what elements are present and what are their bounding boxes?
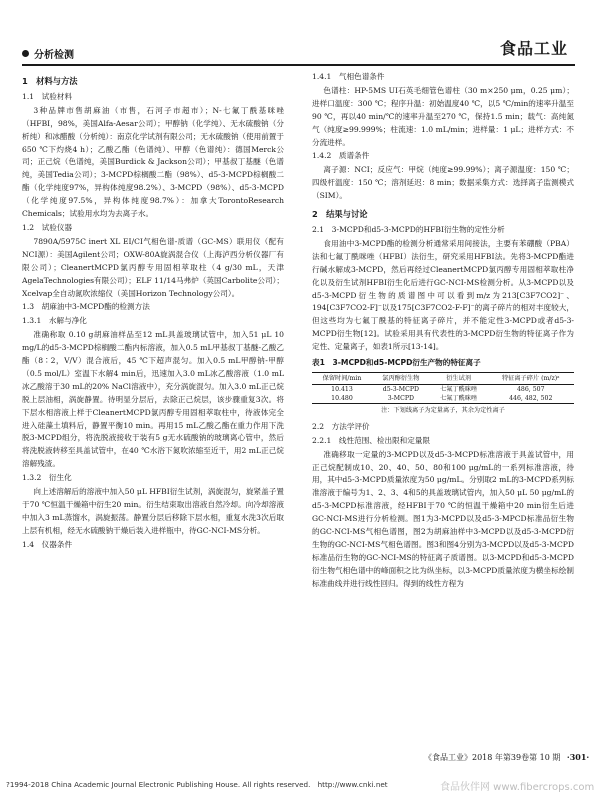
page-header [0, 0, 595, 76]
table-cell: 3-MCPD [372, 394, 430, 404]
table-title: 表1 3-MCPD和d5-MCPD衍生产物的特征离子 [312, 358, 481, 368]
subsection-heading: 2.1 3-MCPD和d5-3-MCPD的HFBI衍生物的定性分析 [312, 224, 505, 234]
table-note: 注：下划线离子为定量离子，其余为定性离子 [381, 406, 505, 414]
body-paragraph: 7890A/5975C inert XL EI/CI气相色谱-质谱（GC-MS）联用仪（配有NCI源）：美国Agilent公司；OXW-80A旋涡混合仪（上海泸西分析仪器厂有限公司）；CleanertMCPD氯丙醇专用固相萃取柱（4 g/30 mL，天津AgelaTechnologies有限公司）；ELF 11/14马弗炉（英国Carbolite公司）；Xcelvap全自动氮吹浓缩仪（美国Horizon Technology公司）。 [22, 236, 284, 298]
body-paragraph: 准确称取 0.10 g胡麻油样品至12 mL具盖玻璃试管中，加入51 μL 10 mg/L的d5-3-MCPD棕榈酸二酯内标溶液，加入0.5 mL甲基叔丁基醚-乙酸乙酯（8∶2，V/V）混合液后，45 ℃下超声混匀。加入0.5 mL甲醇钠-甲醇（0.5 mol/L）室温下水解4 min后，迅速加入3.0 mL冰乙酸溶液（1.0 mL冰乙酸溶于30 mL的20% NaCl溶液中），充分涡旋混匀。加入3.0 mL正己烷脱上层油相，涡旋静置。待明显分层后，去除正己烷层，该步骤重复3次。将下层水相溶液上样于CleanertMCPD氯丙醇专用固相萃取柱中，待液体完全进入硅藻土填料后，静置平衡10 min。再用15 mL乙酸乙酯在重力作用下洗脱3-MCPD组分，将洗脱液接收于装有5 g无水硫酸钠的玻璃离心管中，然后将洗脱液转移至具盖试管中，在40 ℃水浴下氮吹浓缩至近干，用2 mL正己烷溶解残渣。 [22, 330, 284, 469]
subsubsection-heading: 1.4 仪器条件 [22, 539, 73, 549]
right-column-bottom [312, 421, 574, 591]
ion-table [312, 372, 574, 404]
subsection-heading: 2.2 方法学评价 [312, 421, 370, 431]
table-cell: 七氟丁酰咪唑 [440, 385, 478, 393]
page-footer [424, 752, 589, 763]
subsection-heading: 1.2 试验仪器 [22, 222, 73, 232]
body-paragraph: 向上述溶解后的溶液中加入50 μL HFBI衍生试剂，涡旋混匀，旋紧盖子置于70 ℃恒温干燥箱中衍生20 min。衍生结束取出溶液自然冷却。向冷却溶液中加入3 mL蒸馏水，涡旋振荡。静置分层后移除下层水相，重复水洗3次后取上层有机相，经无水硫酸钠干燥后装入进样瓶中，待GC-NCI-MS分析。 [22, 487, 284, 535]
table-header-cell: 保留时间/min [312, 372, 372, 384]
table-header-cell: 特征离子碎片 (m/z)ᵃ [488, 372, 574, 384]
subsection-heading: 1.1 试验材料 [22, 91, 73, 101]
body-paragraph: 准确移取一定量的3-MCPD以及d5-3-MCPD标准溶液于具盖试管中，用正己烷配制成10、20、40、50、80和100 μg/mL的一系列标准溶液，待用，其中d5-3-MCPD质量浓度为50 μg/mL。分别取2 mL的3-MCPD系列标准溶液于编号为1、2、3、4和5的具盖玻璃试管内，加入50 μL 50 μg/mL的d5-3-MCPD标准溶液，经HFBI于70 ℃的恒温干燥箱中20 min衍生后进GC-NCI-MS进行分析检测。图1为3-MCPD以及d5-3-MPCD标准品衍生物的GC-NCI-MS气相色谱图，图2为胡麻油样中3-MCPD以及d5-3-MCPD衍生物的GC-NCI-MS气相色谱图。图3和图4分别为3-MCPD以及d5-3-MCPD标准品衍生物的GC-NCI-MS的特征离子质谱图。以3-MCPD和d5-3-MCPD衍生物气相色谱中的峰面积之比为纵坐标，以3-MCPD质量浓度为横坐标绘制标准曲线并进行线性回归。得到的线性方程为 [312, 449, 574, 588]
subsubsection-heading: 1.3.1 水解与净化 [22, 316, 87, 326]
body-paragraph: 色谱柱：HP-5MS UI石英毛细管色谱柱（30 m×250 μm，0.25 μm）；进样口温度：300 ℃；程序升温：初始温度40 ℃，以5 ℃/min的速率升温至90 ℃，再以40 min/℃的速率升温至270 ℃，保持1.5 min；载气：高纯氮气（纯度≥99.999%；柱流速：1.0 mL/min；进样量：1 μL；进样方式：不分流进样。 [312, 85, 574, 147]
body-paragraph: 食用油中3-MCPD酯的检测分析通常采用间接法，主要有苯硼酸（PBA）法和七氟丁酰咪唑（HFBI）法衍生，研究采用HFBI法。先将3-MCPD酯进行碱水解成3-MCPD，然后再经过CleanertMCPD氯丙醇专用固相萃取柱净化以及衍生试剂HFBI衍生化后进行GC-NCI-MS检测分析。从3-MCPD以及d5-3-MCPD衍生物的质谱图中可以看到m/z为213[C3F7CO2]⁻、194[C3F7CO2-F]⁻以及175[C3F7CO2-F-F]⁻的离子碎片的相对丰度较大，但这些均为七氟丁酰基的特征离子碎片，并不能定性3-MCPD或者d5-3-MCPD衍生物[12]。试验采用具有代表性的3-MCPD衍生物的特征离子作为定性、定量离子，如表1所示[13-14]。 [312, 238, 574, 352]
copyright-line: ?1994-2018 China Academic Journal Electronic Publishing House. All rights reserved. http://www.cnki.net [6, 780, 388, 789]
header-rule [22, 64, 575, 66]
section-heading: 2 结果与讨论 [312, 209, 368, 220]
table-row [312, 384, 574, 394]
section-label-text: 分析检测 [34, 50, 74, 61]
subsubsection-heading: 1.3.2 衍生化 [22, 473, 72, 483]
table-header-row [312, 372, 574, 384]
body-paragraph: 离子源：NCI；反应气：甲烷（纯度≥99.99%）；离子源温度：150 ℃；四级杆温度：150 ℃；溶剂延迟：8 min；数据采集方式：选择离子监测模式（SIM）。 [312, 165, 574, 201]
right-column-top [312, 71, 574, 354]
table-cell: d5-3-MCPD [382, 385, 419, 393]
table-header-cell: 氯丙醇衍生物 [372, 372, 430, 384]
bullet-dot-icon [22, 50, 29, 57]
body-paragraph: 3种品牌市售胡麻油（市售，石河子市超市）；N-七氟丁酰基咪唑（HFBI，98%，美国Alfa-Aesar公司）；甲醇钠（化学纯）、无水硫酸钠（分析纯）和冰醋酸（分析纯）：南京化学试剂有限公司；无水硫酸钠（使用前置于650 ℃下灼烧4 h）；乙酸乙酯（色谱纯）、甲醇（色谱纯）：德国Merck公司；正己烷（色谱纯，美国Burdick & Jackson公司）；甲基叔丁基醚（色谱纯，美国Tedia公司）；3-MCPD棕榈酸二酯（98%）、d5-3-MCPD棕榈酸二酯（化学纯度97%，异构体纯度98.2%）、3-MCPD（98%）、d5-3-MCPD（化学纯度97.5%，异构体纯度98.7%）：加拿大TorontoResearch Chemicals；试验用水均为去离子水。 [22, 105, 284, 219]
journal-issue: 《食品工业》2018 年第39卷第 10 期 [424, 753, 561, 762]
table-cell: 七氟丁酰咪唑 [430, 394, 488, 404]
section-label [22, 46, 74, 61]
right-column [312, 70, 574, 591]
page-number: ·301· [566, 752, 590, 762]
journal-logo: 食品工业 [500, 39, 569, 58]
table-header-cell: 衍生试剂 [430, 372, 488, 384]
table-cell: 486, 507 [516, 385, 545, 393]
table-row [312, 394, 574, 404]
table-cell: 446, 482, 502 [488, 394, 574, 404]
subsubsection-heading: 1.4.2 质谱条件 [312, 151, 370, 161]
subsubsection-heading: 2.2.1 线性范围、检出限和定量限 [312, 435, 431, 445]
section-heading: 1 材料与方法 [22, 76, 78, 86]
subsubsection-heading: 1.4.1 气相色谱条件 [312, 72, 385, 81]
watermark: 食品伙伴网 www.fibercrops.com [440, 782, 595, 793]
left-column [22, 70, 284, 553]
subsection-heading: 1.3 胡麻油中3-MCPD酯的检测方法 [22, 302, 150, 312]
table-cell: 10.413 [331, 385, 353, 393]
table-cell: 10.480 [312, 394, 372, 404]
